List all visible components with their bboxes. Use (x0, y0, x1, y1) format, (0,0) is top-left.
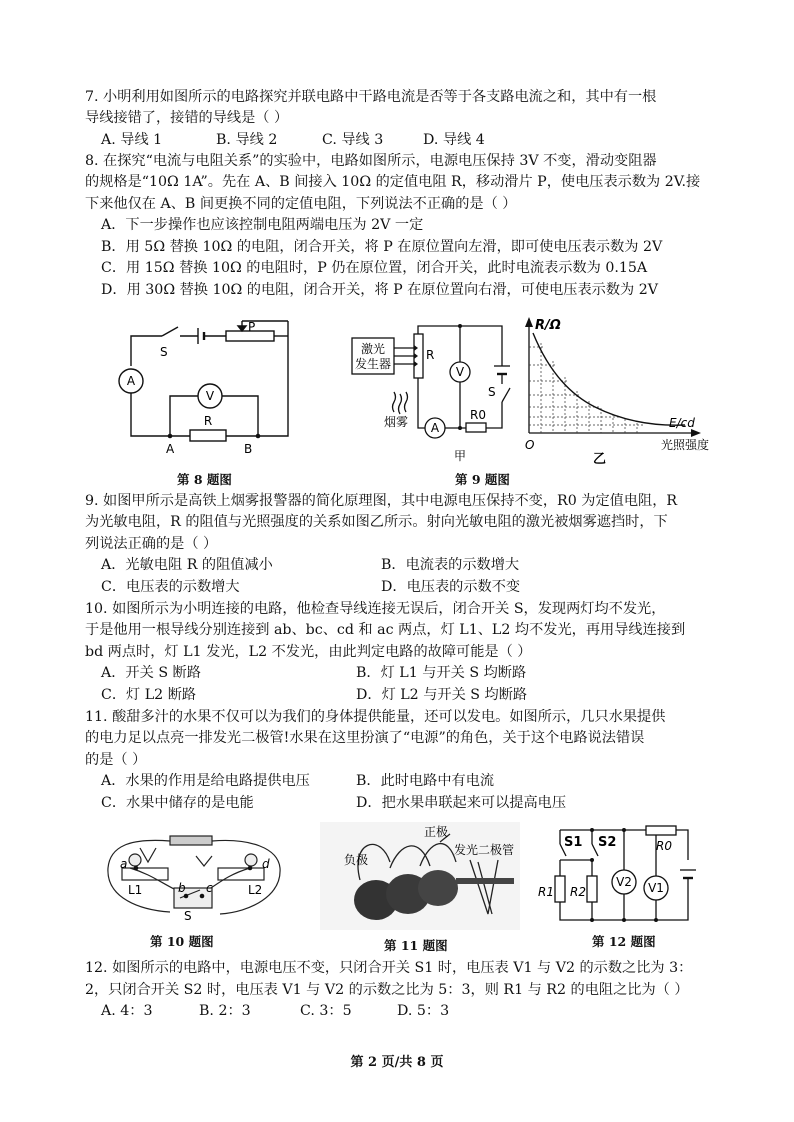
fig9-voltmeter-label: V (455, 365, 465, 379)
fig12-voltmeter-v1: V1 (648, 881, 664, 895)
fig12-voltmeter-v2: V2 (616, 875, 632, 889)
q9-option-c: C．电压表的示数增大 (101, 579, 240, 595)
q12-stem-line2: 2，只闭合开关 S2 时，电压表 V1 与 V2 的示数之比为 5：3，则 R1 与 R2 的电阻之比为（ ） (85, 982, 689, 998)
q8-stem-line1: 8. 在探究“电流与电阻关系”的实验中，电路如图所示，电源电压保持 3V 不变，滑动变阻器 (85, 153, 657, 169)
fig10-point-c: c (206, 881, 213, 895)
q8-option-a: A．下一步操作也应该控制电阻两端电压为 2V 一定 (101, 217, 424, 233)
q9-option-b: B．电流表的示数增大 (381, 557, 520, 573)
fig9-switch-label: S (488, 385, 496, 399)
fig9-yi-label: 乙 (593, 452, 607, 467)
q12-option-d: D. 5：3 (397, 1003, 450, 1019)
fig8-resistor-label: R (203, 414, 213, 428)
q11-option-b: B．此时电路中有电流 (356, 773, 495, 789)
q11-stem-line2: 的电力足以点亮一排发光二极管!水果在这里扮演了“电源”的角色，关于这个电路说法错误 (85, 730, 645, 746)
q7-option-c: C. 导线 3 (322, 132, 384, 148)
fig9-graph-xlabel: E/cd (669, 416, 695, 430)
q7-option-b: B. 导线 2 (216, 132, 278, 148)
q9-option-a: A．光敏电阻 R 的阻值减小 (101, 557, 273, 573)
figure-12-caption: 第 12 题图 (592, 934, 656, 949)
fig12-r2-label: R2 (570, 885, 586, 899)
q12-stem-line1: 12. 如图所示的电路中，电源电压不变，只闭合开关 S1 时，电压表 V1 与 V2 的示数之比为 3： (85, 960, 693, 976)
q10-option-d: D．灯 L2 与开关 S 均断路 (356, 687, 528, 703)
fig9-r0-label: R0 (470, 408, 486, 422)
figure-8-caption: 第 8 题图 (177, 472, 232, 487)
fig10-switch-label: S (184, 909, 192, 923)
q11-option-c: C．水果中储存的是电能 (101, 795, 254, 811)
q7-option-a: A. 导线 1 (101, 132, 163, 148)
fig12-r0-label: R0 (656, 839, 672, 853)
fig9-photoresistor-label: R (426, 348, 435, 362)
q11-stem-line3: 的是（ ） (85, 752, 147, 768)
fig9-laser-label-1: 激光 (360, 342, 386, 356)
figure-10-caption: 第 10 题图 (150, 934, 214, 949)
fig9-laser-label-2: 发生器 (354, 357, 392, 371)
fig11-negative-label: 负极 (344, 853, 369, 867)
fig8-point-b: B (244, 442, 253, 456)
q9-stem-line1: 9. 如图甲所示是高铁上烟雾报警器的简化原理图，其中电源电压保持不变，R0 为定值电阻，R (85, 493, 678, 509)
fig9-graph-ylabel: R/Ω (535, 318, 561, 333)
fig8-voltmeter-label: V (205, 389, 215, 403)
q11-option-d: D．把水果串联起来可以提高电压 (356, 795, 567, 811)
figure-11-caption: 第 11 题图 (384, 938, 448, 953)
q11-stem-line1: 11. 酸甜多汁的水果不仅可以为我们的身体提供能量，还可以发电。如图所示，几只水果提供 (85, 709, 666, 725)
fig10-point-a: a (120, 857, 128, 871)
q11-option-a: A．水果的作用是给电路提供电压 (101, 773, 310, 789)
fig8-slider-label: P (248, 320, 256, 334)
q8-stem-line3: 下来他仅在 A、B 间更换不同的定值电阻，下列说法不正确的是（ ） (85, 196, 517, 212)
figure-11-fruit-battery (320, 822, 520, 930)
q12-option-c: C. 3：5 (300, 1003, 352, 1019)
q10-option-b: B．灯 L1 与开关 S 均断路 (356, 665, 527, 681)
page-footer: 第 2 页/共 8 页 (350, 1055, 444, 1070)
fig10-point-d: d (262, 857, 270, 871)
figure-12-circuit (538, 826, 712, 926)
q12-option-b: B. 2：3 (199, 1003, 251, 1019)
fig9-ammeter-label: A (430, 421, 440, 435)
q8-option-d: D．用 30Ω 替换 10Ω 的电阻，闭合开关，将 P 在原位置向右滑，可使电压表示数为 2V (101, 282, 659, 298)
figure-9-caption: 第 9 题图 (455, 472, 510, 487)
figure-10-circuit (100, 828, 290, 928)
q8-option-b: B．用 5Ω 替换 10Ω 的电阻，闭合开关，将 P 在原位置向左滑，即可使电压表示数为 2V (101, 239, 663, 255)
figure-9-circuit (350, 322, 520, 462)
fig11-led-label: 发光二极管 (454, 843, 515, 857)
q9-option-d: D．电压表的示数不变 (381, 579, 521, 595)
fig12-r1-label: R1 (538, 885, 554, 899)
fig10-lamp-l1: L1 (128, 883, 143, 897)
figure-8-circuit (110, 318, 300, 458)
q8-stem-line2: 的规格是“10Ω 1A”。先在 A、B 间接入 10Ω 的定值电阻 R，移动滑片 P，使电压表示数为 2V.接 (85, 174, 701, 190)
fig11-positive-label: 正极 (424, 825, 449, 839)
q9-stem-line3: 列说法正确的是（ ） (85, 536, 218, 552)
fig12-switch-s1: S1 (564, 835, 583, 850)
fig10-point-b: b (178, 881, 186, 895)
fig9-jia-label: 甲 (454, 449, 467, 463)
fig8-ammeter-label: A (126, 374, 136, 388)
q10-stem-line2: 于是他用一根导线分别连接到 ab、bc、cd 和 ac 两点，灯 L1、L2 均不发光，再用导线连接到 (85, 622, 686, 638)
q12-option-a: A. 4：3 (101, 1003, 153, 1019)
fig8-point-a: A (166, 442, 175, 456)
q8-option-c: C．用 15Ω 替换 10Ω 的电阻时，P 仍在原位置，闭合开关，此时电流表示数为 0.15A (101, 260, 648, 276)
fig9-graph-xlabel-2: 光照强度 (661, 438, 710, 452)
q9-stem-line2: 为光敏电阻，R 的阻值与光照强度的关系如图乙所示。射向光敏电阻的激光被烟雾遮挡时，下 (85, 514, 668, 530)
q7-stem-line1: 7. 小明利用如图所示的电路探究并联电路中干路电流是否等于各支路电流之和，其中有一根 (85, 89, 657, 105)
fig8-switch-label: S (160, 345, 168, 359)
fig12-switch-s2: S2 (598, 835, 617, 850)
q10-stem-line3: bd 两点时，灯 L1 发光，L2 不发光，由此判定电路的故障可能是（ ） (85, 644, 532, 660)
fig9-graph-origin: O (525, 438, 535, 452)
figure-9-graph (515, 315, 710, 467)
fig9-smoke-label: 烟雾 (384, 415, 409, 429)
q10-option-c: C．灯 L2 断路 (101, 687, 197, 703)
q10-stem-line1: 10. 如图所示为小明连接的电路，他检查导线连接无误后，闭合开关 S，发现两灯均不发光， (85, 601, 666, 617)
fig10-lamp-l2: L2 (248, 883, 263, 897)
q7-stem-line2: 导线接错了，接错的导线是（ ） (85, 110, 289, 126)
q7-option-d: D. 导线 4 (423, 132, 485, 148)
q10-option-a: A．开关 S 断路 (101, 665, 201, 681)
